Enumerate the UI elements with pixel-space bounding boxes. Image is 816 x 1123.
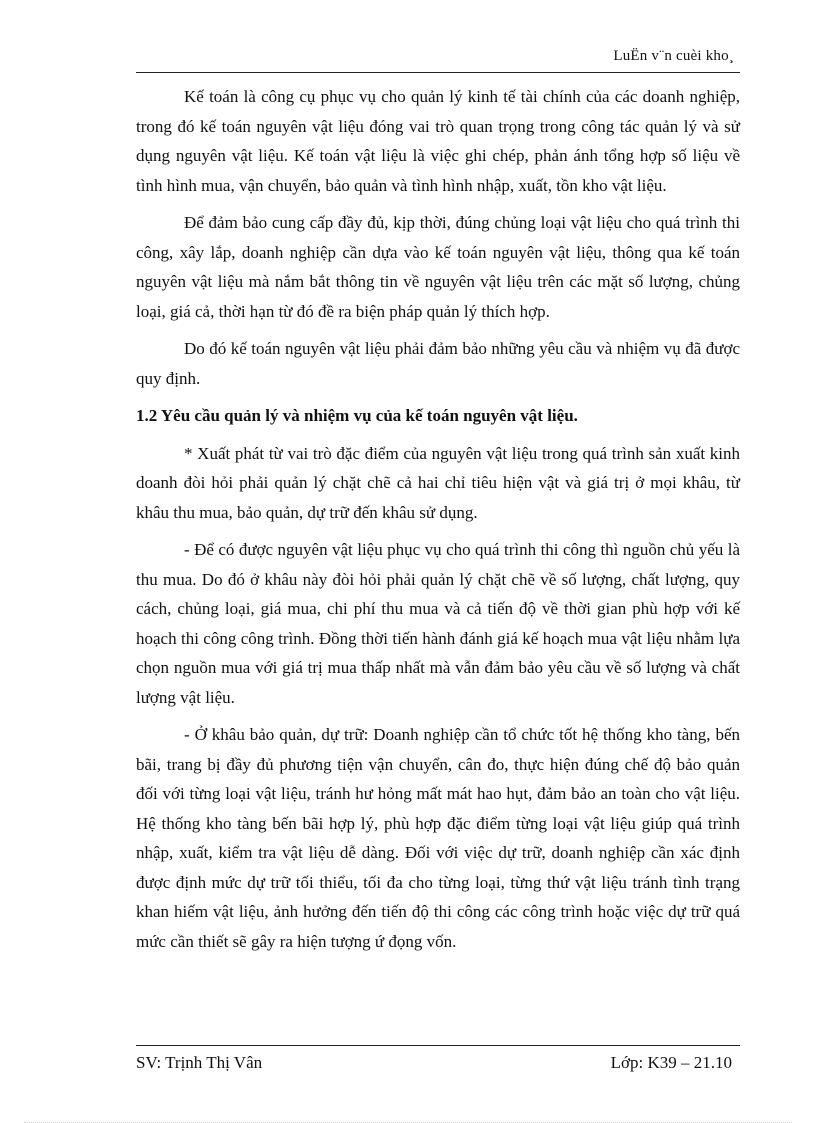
body-paragraph: Kế toán là công cụ phục vụ cho quản lý kinh tế tài chính của các doanh nghiệp, trong đó kế toán nguyên vật liệu đóng vai trò quan trọng trong công tác quản lý và sử dụng nguyên vật liệu. Kế toán vật liệu là việc ghi chép, phản ánh tổng hợp số liệu về tình hình mua, vận chuyển, bảo quản và tình hình nhập, xuất, tồn kho vật liệu.	[136, 87, 740, 195]
footer-divider	[136, 1045, 740, 1046]
section-paragraph: - Ở khâu bảo quản, dự trữ: Doanh nghiệp cần tổ chức tốt hệ thống kho tàng, bến bãi, trang bị đầy đủ phương tiện vận chuyển, cân đo, thực hiện đúng chế độ bảo quản đối với từng loại vật liệu, tránh hư hỏng mất mát hao hụt, đảm bảo an toàn cho vật liệu. Hệ thống kho tàng bến bãi hợp lý, phù hợp đặc điểm từng loại vật liệu giúp quá trình nhập, xuất, kiểm tra vật liệu dễ dàng. Đối với việc dự trữ, doanh nghiệp cần xác định được định mức dự trữ tối thiểu, tối đa cho từng loại, từng thứ vật liệu tránh tình trạng khan hiếm vật liệu, ảnh hưởng đến tiến độ thi công các công trình hoặc việc dự trữ quá mức cần thiết sẽ gây ra hiện tượng ứ đọng vốn.	[136, 725, 740, 951]
footer-class: Lớp: K39 – 21.10	[610, 1053, 732, 1072]
page-header-title: LuËn v¨n cuèi kho¸	[613, 48, 734, 64]
section-paragraph: * Xuất phát từ vai trò đặc điểm của nguyên vật liệu trong quá trình sản xuất kinh doanh đòi hỏi phải quản lý chặt chẽ cả hai chỉ tiêu hiện vật và giá trị ở mọi khâu, từ khâu thu mua, bảo quản, dự trữ đến khâu sử dụng.	[136, 443, 740, 522]
document-body	[136, 82, 740, 964]
section-heading: 1.2 Yêu cầu quản lý và nhiệm vụ của kế toán nguyên vật liệu.	[136, 406, 578, 425]
footer-student: SV: Trịnh Thị Vân	[136, 1053, 263, 1072]
body-paragraph: Do đó kế toán nguyên vật liệu phải đảm bảo những yêu cầu và nhiệm vụ đã được quy định.	[136, 339, 740, 388]
header-divider	[136, 72, 740, 73]
section-paragraph: - Để có được nguyên vật liệu phục vụ cho quá trình thi công thì nguồn chủ yếu là thu mua. Do đó ở khâu này đòi hỏi phải quản lý chặt chẽ về số lượng, chất lượng, quy cách, chủng loại, giá mua, chi phí thu mua và cả tiến độ về thời gian phù hợp với kế hoạch thi công công trình. Đồng thời tiến hành đánh giá kế hoạch mua vật liệu nhằm lựa chọn nguồn mua với giá trị mua thấp nhất mà vẫn đảm bảo yêu cầu về số lượng và chất lượng vật liệu.	[136, 540, 740, 707]
body-paragraph: Để đảm bảo cung cấp đầy đủ, kịp thời, đúng chủng loại vật liệu cho quá trình thi công, xây lắp, doanh nghiệp cần dựa vào kế toán nguyên vật liệu, thông qua kế toán nguyên vật liệu mà nắm bắt thông tin về nguyên vật liệu trên các mặt số lượng, chủng loại, giá cả, thời hạn từ đó đề ra biện pháp quản lý thích hợp.	[136, 213, 740, 321]
